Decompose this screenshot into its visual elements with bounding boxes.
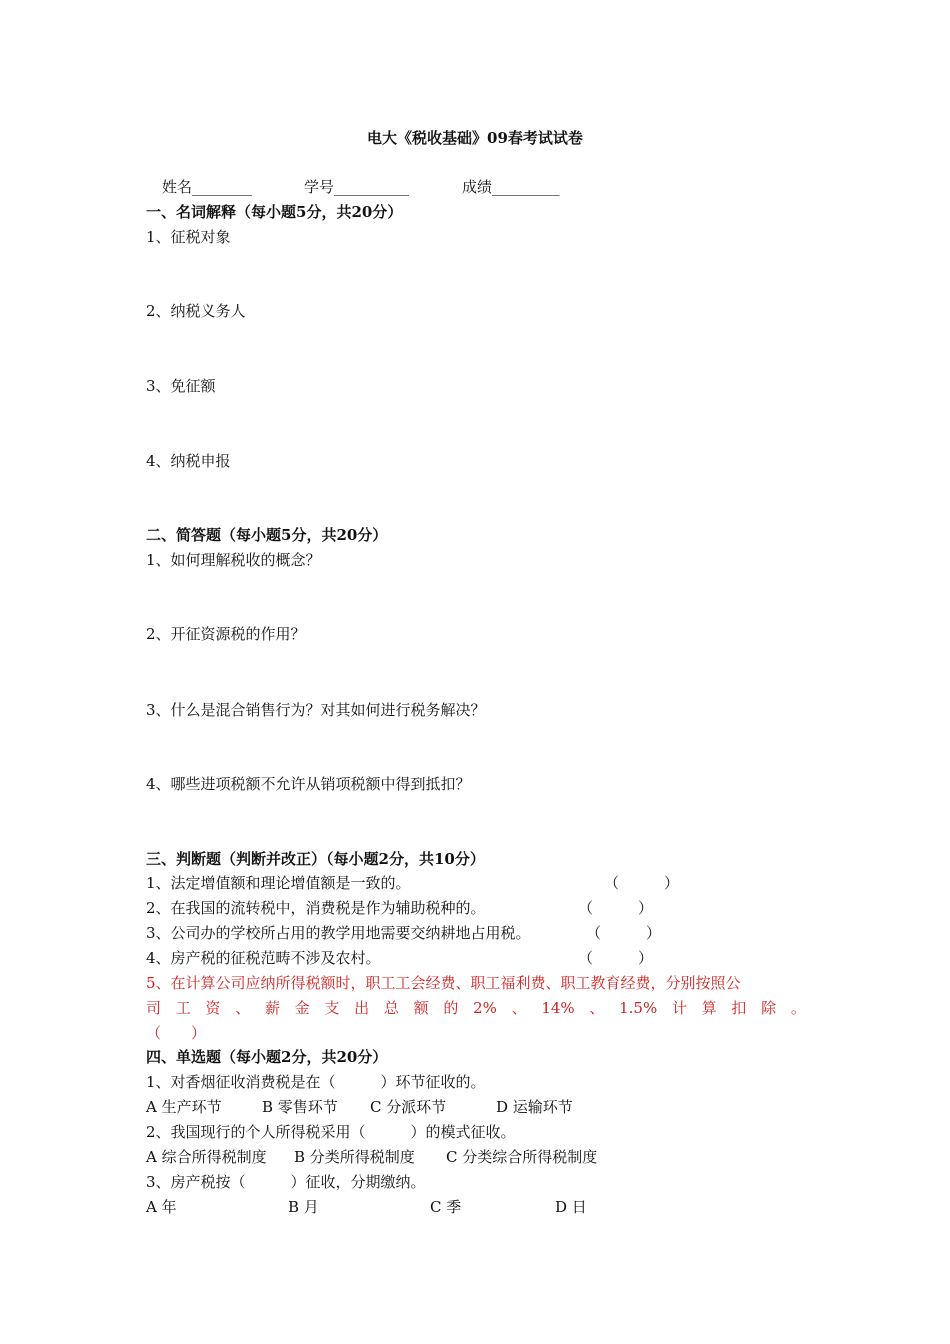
word: 额 bbox=[413, 999, 429, 1017]
word: 、 bbox=[235, 999, 251, 1017]
word: 扣 bbox=[731, 999, 747, 1017]
list-item: 4、哪些进项税额不允许从销项税额中得到抵扣？ bbox=[146, 775, 471, 793]
answer-paren: （ ） bbox=[604, 874, 680, 892]
section-3-heading: 三、判断题（判断并改正）（每小题2分，共10分） bbox=[146, 850, 485, 868]
word: 除 bbox=[761, 999, 777, 1017]
answer-paren: （ ） bbox=[146, 1024, 207, 1042]
section-4-heading: 四、单选题（每小题2分，共20分） bbox=[146, 1048, 388, 1066]
student-id-field: 学号__________ bbox=[304, 178, 410, 196]
list-item: 3、公司办的学校所占用的教学用地需要交纳耕地占用税。 bbox=[146, 924, 531, 942]
word: 支 bbox=[324, 999, 340, 1017]
score-field: 成绩_________ bbox=[462, 178, 560, 196]
item-5-line-2 bbox=[146, 998, 806, 1018]
option: B 分类所得税制度 bbox=[294, 1148, 415, 1166]
question-text: 2、我国现行的个人所得税采用（ ）的模式征收。 bbox=[146, 1123, 516, 1141]
option: D 日 bbox=[555, 1198, 587, 1216]
word: 司 bbox=[146, 999, 162, 1017]
option: D 运输环节 bbox=[496, 1098, 573, 1116]
word: 1.5% bbox=[619, 999, 658, 1017]
word: 资 bbox=[205, 999, 221, 1017]
answer-paren: （ ） bbox=[586, 924, 662, 942]
word: 金 bbox=[294, 999, 310, 1017]
list-item: 1、法定增值额和理论增值额是一致的。 bbox=[146, 874, 411, 892]
word: 计 bbox=[671, 999, 687, 1017]
word: 、 bbox=[511, 999, 527, 1017]
word: 出 bbox=[354, 999, 370, 1017]
section-1-heading: 一、名词解释（每小题5分，共20分） bbox=[146, 203, 403, 221]
option: C 季 bbox=[430, 1198, 462, 1216]
word: 、 bbox=[589, 999, 605, 1017]
list-item: 2、开征资源税的作用？ bbox=[146, 625, 306, 643]
list-item: 2、在我国的流转税中，消费税是作为辅助税种的。 bbox=[146, 899, 486, 917]
question-text: 3、房产税按（ ）征收，分期缴纳。 bbox=[146, 1173, 426, 1191]
option: A 综合所得税制度 bbox=[146, 1148, 267, 1166]
option: C 分类综合所得税制度 bbox=[446, 1148, 598, 1166]
word: 算 bbox=[701, 999, 717, 1017]
word: 工 bbox=[175, 999, 191, 1017]
word: 薪 bbox=[264, 999, 280, 1017]
item-5-line-1: 5、在计算公司应纳所得税额时，职工工会经费、职工福利费、职工教育经费，分别按照公 bbox=[146, 974, 741, 992]
word: 总 bbox=[383, 999, 399, 1017]
option: C 分派环节 bbox=[370, 1098, 447, 1116]
word: 的 bbox=[443, 999, 459, 1017]
list-item: 3、免征额 bbox=[146, 377, 216, 395]
answer-paren: （ ） bbox=[578, 949, 654, 967]
option: B 月 bbox=[288, 1198, 319, 1216]
option: A 生产环节 bbox=[146, 1098, 222, 1116]
list-item: 1、如何理解税收的概念？ bbox=[146, 551, 321, 569]
question-text: 1、对香烟征收消费税是在（ ）环节征收的。 bbox=[146, 1073, 486, 1091]
option: B 零售环节 bbox=[262, 1098, 338, 1116]
list-item: 3、什么是混合销售行为？对其如何进行税务解决？ bbox=[146, 701, 486, 719]
page-title: 电大《税收基础》09春考试试卷 bbox=[367, 129, 583, 147]
word: 2% bbox=[473, 999, 497, 1017]
word: 14% bbox=[541, 999, 575, 1017]
option: A 年 bbox=[146, 1198, 177, 1216]
name-field: 姓名________ bbox=[162, 178, 253, 196]
answer-paren: （ ） bbox=[578, 899, 654, 917]
section-2-heading: 二、简答题（每小题5分，共20分） bbox=[146, 526, 388, 544]
word: 。 bbox=[790, 999, 806, 1017]
list-item: 2、纳税义务人 bbox=[146, 302, 246, 320]
list-item: 4、房产税的征税范畴不涉及农村。 bbox=[146, 949, 381, 967]
list-item: 1、征税对象 bbox=[146, 228, 231, 246]
list-item: 4、纳税申报 bbox=[146, 452, 231, 470]
